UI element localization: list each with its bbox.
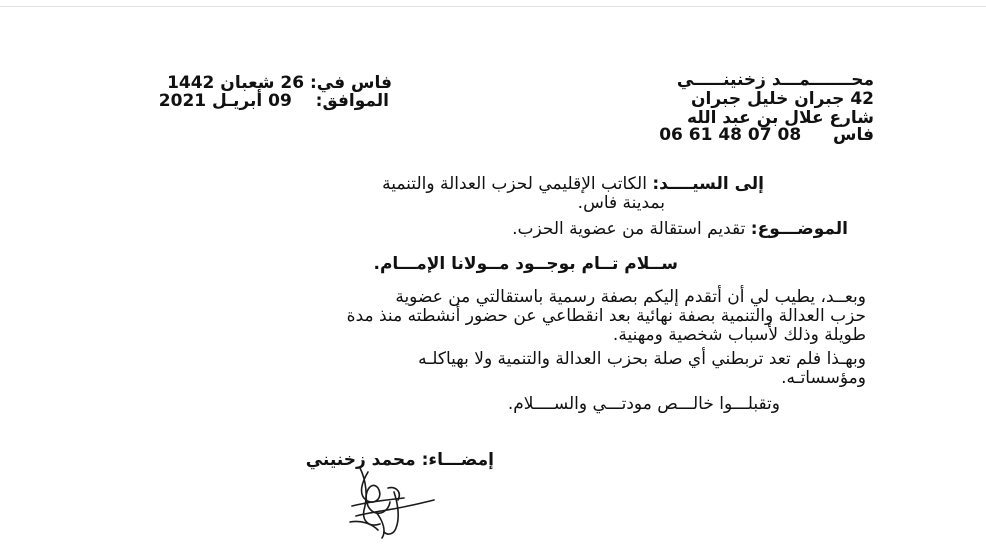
signature-name: محمد زخنيني	[305, 450, 416, 470]
sender-city-phone	[659, 124, 874, 146]
recipient-line	[382, 173, 764, 195]
sender-address-line1: 42 جبران خليل جبران	[691, 89, 874, 109]
sender-phone: 06 61 48 07 08	[659, 125, 802, 145]
body-p1-line1: وبعــد، يطيب لي أن أتقدم إليكم بصفة رسمية باستقالتي من عضوية	[395, 287, 866, 307]
handwritten-signature-icon	[338, 462, 448, 542]
subject-line	[512, 218, 848, 240]
greeting: ســلام تــام بوجــود مــولانا الإمـــام.	[373, 254, 678, 274]
sender-address-line2: شارع علال بن عبد الله	[687, 108, 874, 128]
sender-city: فاس	[833, 125, 874, 145]
recipient-label: إلى السيــــد:	[652, 174, 764, 194]
body-p2-line1: وبهـذا فلم تعد تربطني أي صلة بحزب العدالة والتنمية ولا بهياكلـه	[418, 349, 866, 369]
date-hijri: 26 شعبان 1442	[167, 73, 305, 93]
recipient-title: الكاتب الإقليمي لحزب العدالة والتنمية	[382, 174, 647, 194]
signature-label: إمضـــاء:	[421, 450, 494, 470]
body-closing: وتقبلـــوا خالـــص مودتـــي والســــلام.	[507, 394, 780, 414]
sender-name: محـــــــمـــد زخنينـــــي	[676, 70, 874, 90]
recipient-city: بمدينة فاس.	[577, 193, 665, 213]
date-gregorian: 09 أبريـل 2021	[158, 91, 292, 111]
subject-text: تقديم استقالة من عضوية الحزب.	[512, 219, 746, 239]
top-border	[0, 6, 986, 7]
date-gregorian-label: الموافق:	[315, 91, 389, 111]
subject-label: الموضـــوع:	[750, 219, 848, 239]
body-p1-line2: حزب العدالة والتنمية بصفة نهائية بعد انقطاعي عن حضور أنشطته منذ مدة	[346, 306, 866, 326]
body-p2-line2: ومؤسساتـه.	[781, 368, 866, 388]
date-place-label: فاس في:	[309, 73, 392, 93]
body-p1-line3: طويلة وذلك لأسباب شخصية ومهنية.	[612, 325, 866, 345]
date-gregorian-line	[159, 90, 389, 112]
